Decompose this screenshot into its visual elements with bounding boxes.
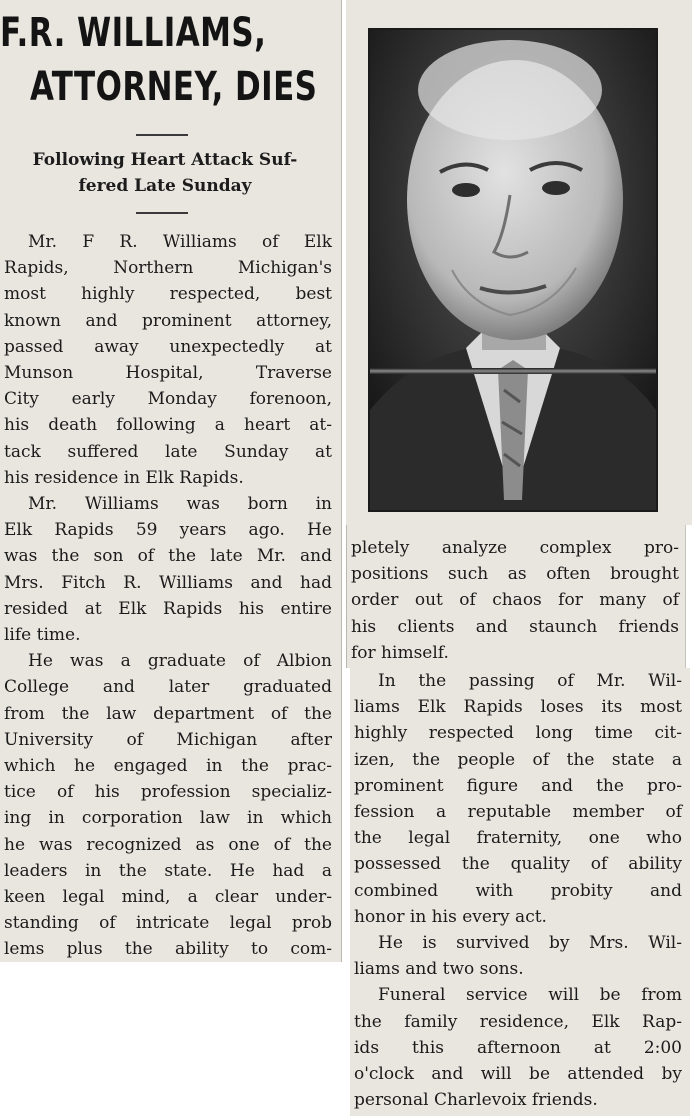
text-line: fession a reputable member of xyxy=(354,802,682,822)
headline-line-2: ATTORNEY, DIES xyxy=(30,64,318,110)
text-line: Mr. Williams was born in xyxy=(28,494,332,514)
text-line: for himself. xyxy=(351,642,449,663)
headline-line-1: F.R. WILLIAMS, xyxy=(0,10,267,56)
text-line: keen legal mind, a clear under- xyxy=(4,887,332,907)
text-line: liams and two sons. xyxy=(354,959,524,980)
text-line: He is survived by Mrs. Wil- xyxy=(378,933,682,953)
divider-rule-top xyxy=(136,134,188,136)
subheadline-line-2: fered Late Sunday xyxy=(78,176,252,196)
text-line: pletely analyze complex pro- xyxy=(351,538,679,558)
text-line: He was a graduate of Albion xyxy=(28,651,332,672)
text-line: his death following a heart at- xyxy=(4,415,332,436)
text-line: Mr. F R. Williams of Elk xyxy=(28,232,332,252)
text-line: University of Michigan after xyxy=(4,729,332,750)
text-line: most highly respected, best xyxy=(4,284,332,305)
portrait-photo xyxy=(368,28,658,512)
text-line: he was recognized as one of the xyxy=(4,834,332,855)
text-line: passed away unexpectedly at xyxy=(4,336,332,357)
text-line: standing of intricate legal prob xyxy=(4,913,332,934)
text-line: ids this afternoon at 2:00 xyxy=(354,1037,682,1058)
text-line: his residence in Elk Rapids. xyxy=(4,467,244,488)
text-line: personal Charlevoix friends. xyxy=(354,1090,598,1111)
text-line: City early Monday forenoon, xyxy=(4,389,332,410)
text-line: prominent figure and the pro- xyxy=(354,775,682,796)
text-line: from the law department of the xyxy=(4,703,332,724)
text-line: positions such as often brought xyxy=(351,564,679,585)
text-line: honor in his every act. xyxy=(354,906,547,927)
text-line: ing in corporation law in which xyxy=(4,808,332,829)
text-line: izen, the people of the state a xyxy=(354,749,682,770)
text-line: College and later graduated xyxy=(4,677,332,698)
text-line: lems plus the ability to com- xyxy=(4,939,332,960)
text-line: order out of chaos for many of xyxy=(351,590,679,611)
text-line: was the son of the late Mr. and xyxy=(4,546,332,567)
text-line: Funeral service will be from xyxy=(378,985,682,1006)
left-column-clipping xyxy=(0,0,342,962)
portrait-photo-clipping xyxy=(346,0,692,525)
right-column-clipping xyxy=(350,668,690,1116)
text-line: life time. xyxy=(4,625,81,645)
divider-rule-bottom xyxy=(136,212,188,214)
subheadline-line-1: Following Heart Attack Suf- xyxy=(32,150,298,170)
text-line: known and prominent attorney, xyxy=(4,310,332,331)
text-line: highly respected long time cit- xyxy=(354,723,682,744)
text-line: possessed the quality of ability xyxy=(354,854,682,875)
text-line: resided at Elk Rapids his entire xyxy=(4,598,332,619)
text-line: o'clock and will be attended by xyxy=(354,1064,682,1084)
text-line: leaders in the state. He had a xyxy=(4,860,332,881)
photo-fold-crease xyxy=(370,368,656,374)
text-line: Rapids, Northern Michigan's xyxy=(4,258,332,279)
text-line: tack suffered late Sunday at xyxy=(4,441,332,462)
continuation-column-clipping xyxy=(346,525,686,668)
text-line: Munson Hospital, Traverse xyxy=(4,363,332,383)
text-line: liams Elk Rapids loses its most xyxy=(354,697,682,718)
text-line: combined with probity and xyxy=(354,880,682,901)
text-line: the legal fraternity, one who xyxy=(354,828,682,849)
text-line: In the passing of Mr. Wil- xyxy=(378,671,682,691)
text-line: Mrs. Fitch R. Williams and had xyxy=(4,572,332,593)
text-line: which he engaged in the prac- xyxy=(4,756,332,776)
portrait-photo-image xyxy=(370,30,656,510)
text-line: tice of his profession specializ- xyxy=(4,782,332,803)
text-line: Elk Rapids 59 years ago. He xyxy=(4,520,332,541)
text-line: the family residence, Elk Rap- xyxy=(354,1011,682,1032)
text-line: his clients and staunch friends xyxy=(351,616,679,637)
